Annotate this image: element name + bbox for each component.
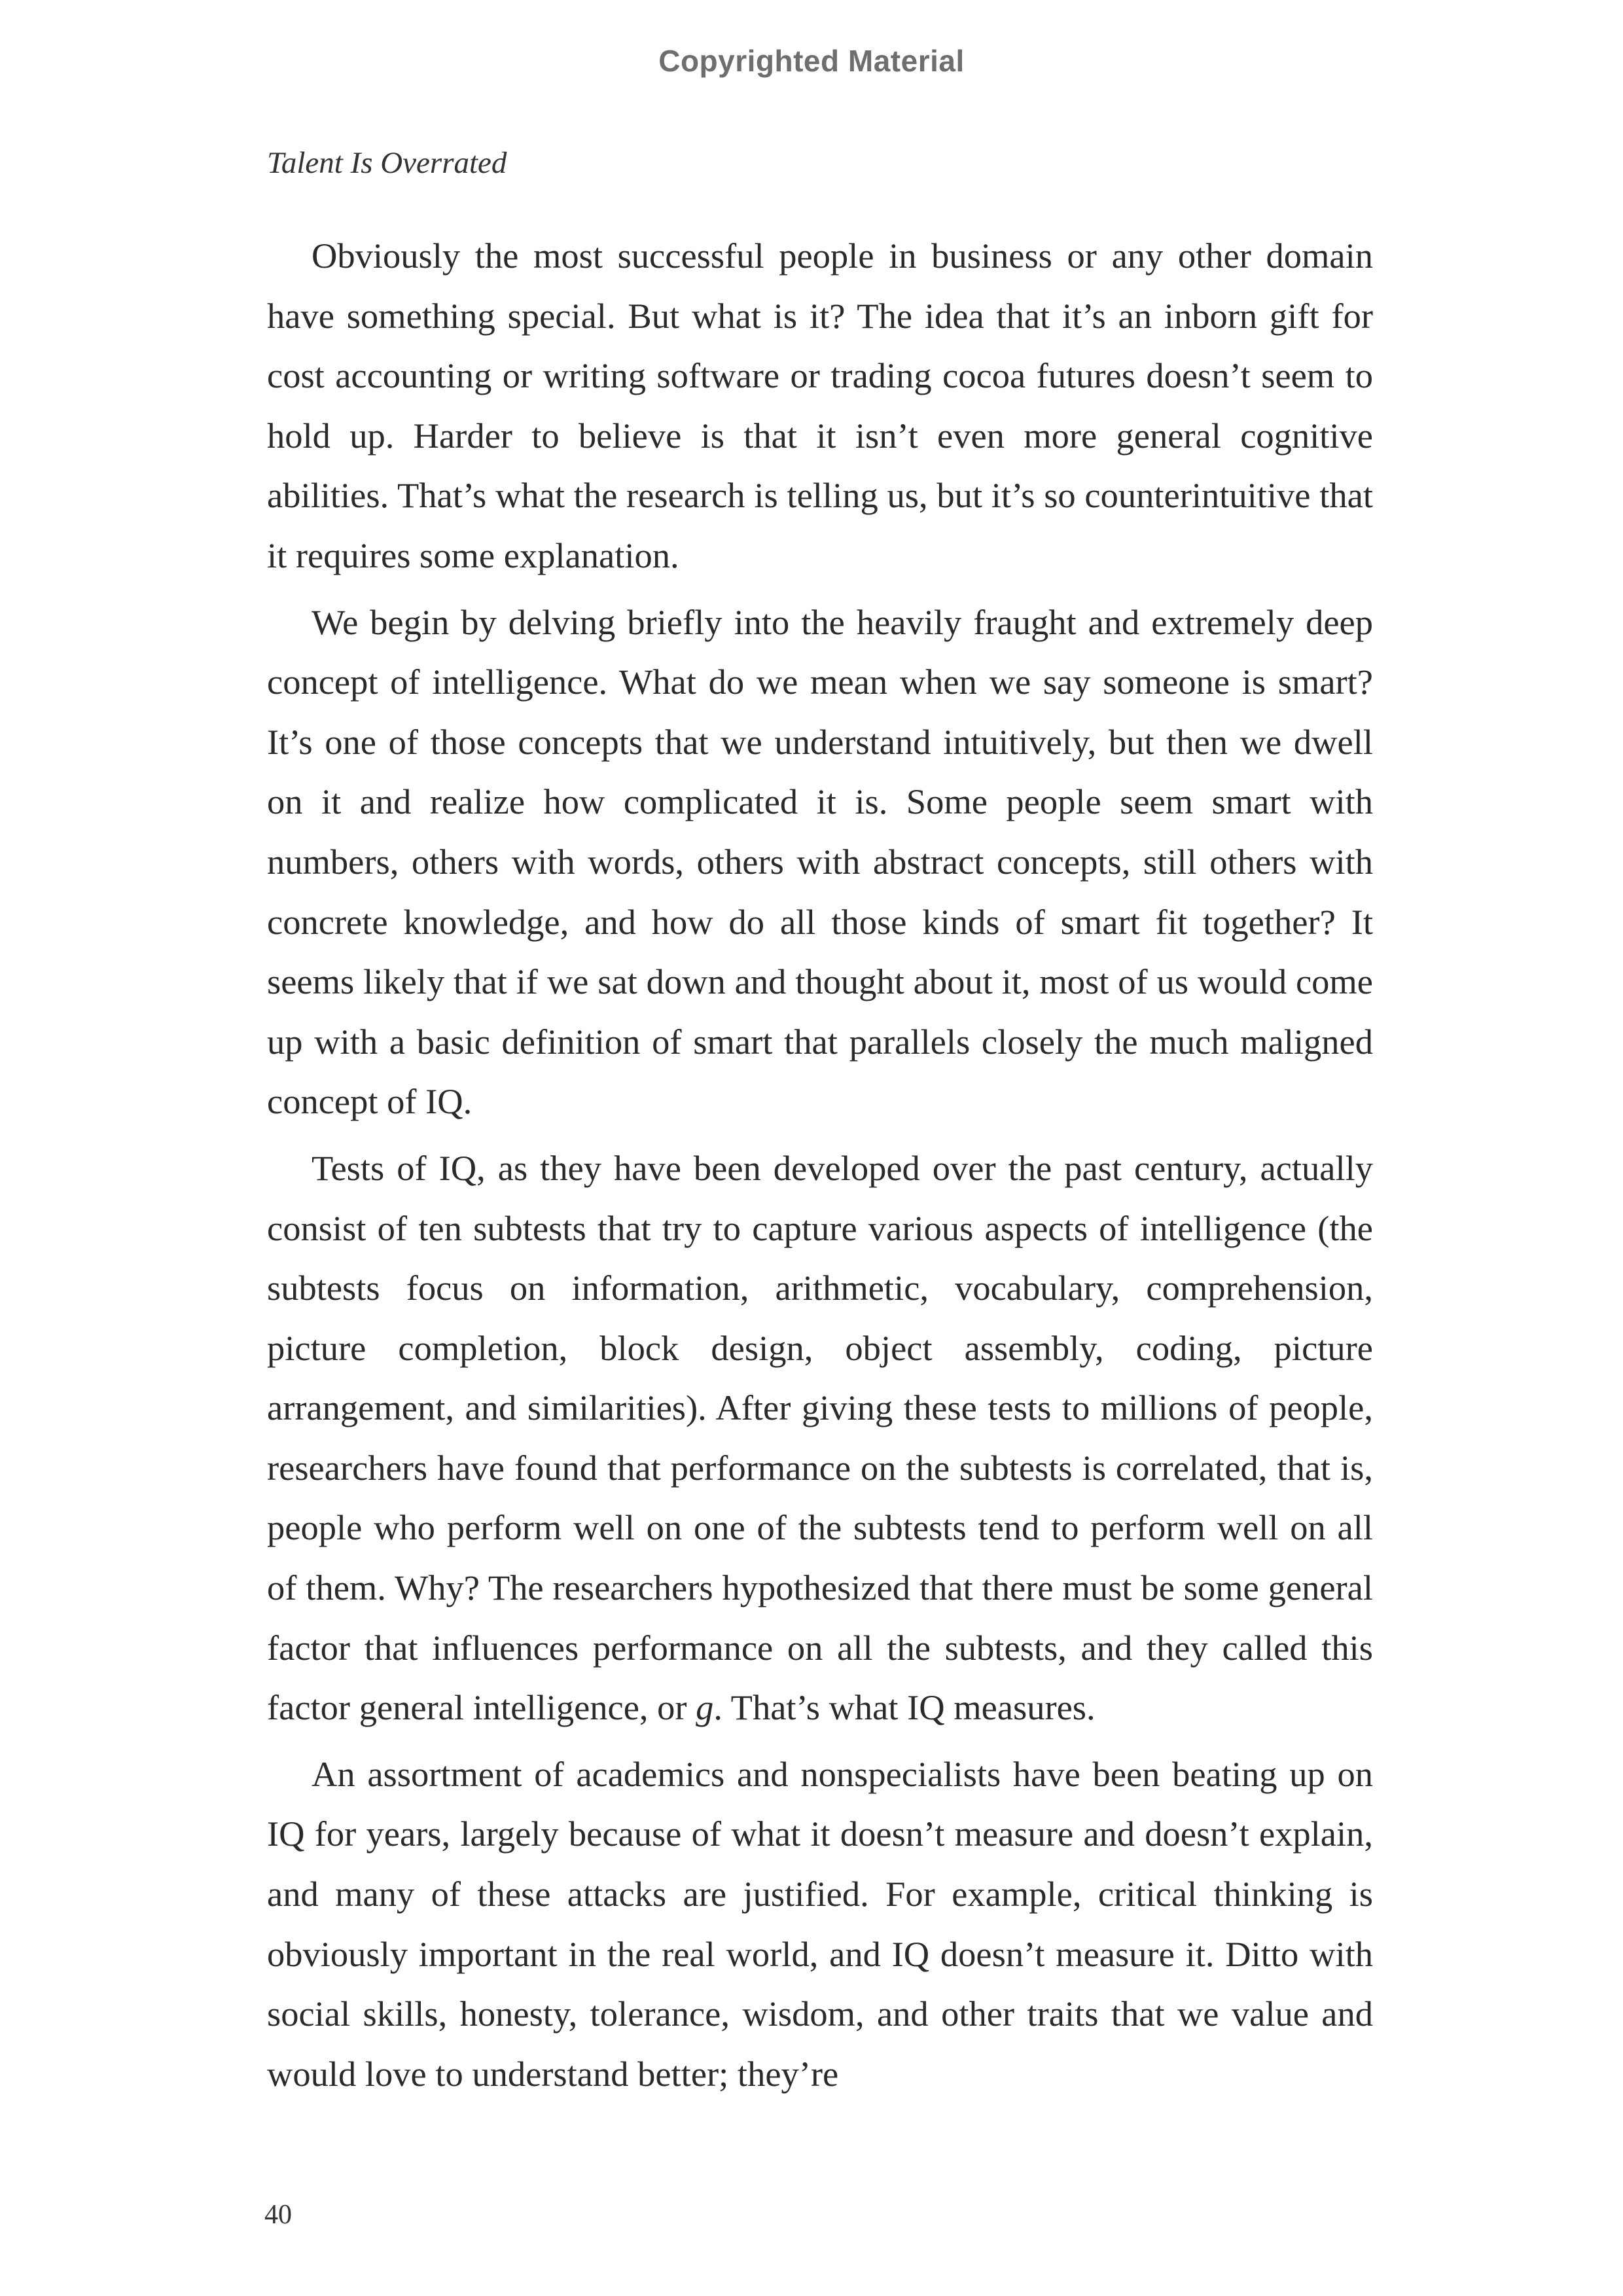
paragraph-2: We begin by delving briefly into the heavily fraught and extremely deep concept of intelligence. What do we mean when we say someone is smart? It’s one of those concepts that we understand intuitively, but then we dwell on it and realize how complicated it is. Some people seem smart with numbers, others with words, others with abstract concepts, still others with concrete knowledge, and how do all those kinds of smart fit together? It seems likely that if we sat down and thought about it, most of us would come up with a basic definition of smart that parallels closely the much maligned concept of IQ. bbox=[267, 601, 1373, 1122]
body-text bbox=[267, 226, 1373, 2104]
paragraph-3-italic-g: g bbox=[696, 1687, 714, 1728]
copyright-watermark: Copyrighted Material bbox=[658, 44, 965, 78]
page-number: 40 bbox=[264, 2200, 292, 2230]
paragraph-3-text-after: . That’s what IQ measures. bbox=[713, 1687, 1096, 1728]
paragraph-1: Obviously the most successful people in business or any other domain have something special. But what is it? The idea that it’s an inborn gift for cost accounting or writing software or trading cocoa futures doesn’t seem to hold up. Harder to believe is that it isn’t even more general cognitive abilities. That’s what the research is telling us, but it’s so counterintuitive that it requires some explanation. bbox=[267, 236, 1373, 575]
paragraph-4: An assortment of academics and nonspecialists have been beating up on IQ for years, largely because of what it doesn’t measure and doesn’t explain, and many of these attacks are justified. For example, critical thinking is obviously important in the real world, and IQ doesn’t measure it. Ditto with social skills, honesty, tolerance, wisdom, and other traits that we value and would love to understand better; they’re bbox=[267, 1753, 1373, 2094]
running-head: Talent Is Overrated bbox=[267, 146, 507, 180]
paragraph-3-text-before: Tests of IQ, as they have been developed over the past century, actually consist of ten subtests that try to capture various aspects of intelligence (the subtests focus on information, arithmetic, vocabulary, comprehension, picture completion, block design, object assembly, coding, picture arrangement, and similarities). After giving these tests to millions of people, researchers have found that performance on the subtests is correlated, that is, people who perform well on one of the subtests tend to perform well on all of them. Why? The researchers hypothesized that there must be some general factor that influences performance on all the subtests, and they called this factor general intelligence, or bbox=[267, 1147, 1373, 1728]
paragraph-3 bbox=[267, 1138, 1373, 1738]
